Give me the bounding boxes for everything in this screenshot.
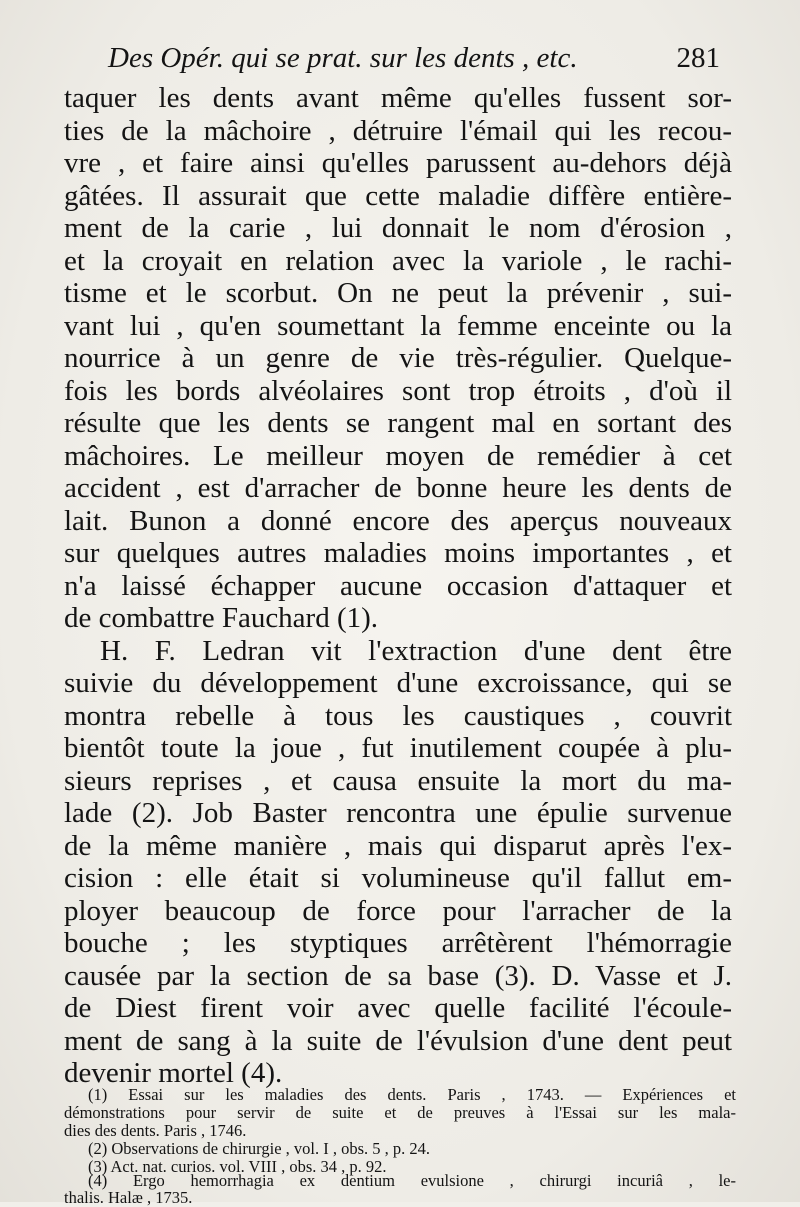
text-line: de la même manière , mais qui disparut après l'ex- <box>64 830 732 862</box>
page-number: 281 <box>676 42 720 74</box>
text-line: de combattre Fauchard (1). <box>64 602 379 634</box>
footnote-line: dies des dents. Paris , 1746. <box>64 1121 247 1140</box>
text-line: lade (2). Job Baster rencontra une épulie survenue <box>64 797 732 829</box>
footnote-line: thalis. Halæ , 1735. <box>64 1188 193 1207</box>
footnote-line: (2) Observations de chirurgie , vol. I , obs. 5 , p. 24. <box>88 1139 431 1158</box>
text-line: suivie du développement d'une excroissance, qui se <box>64 667 732 699</box>
text-line: montra rebelle à tous les caustiques , couvrit <box>64 700 732 732</box>
text-line: tisme et le scorbut. On ne peut la prévenir , sui- <box>64 277 732 309</box>
text-line: ployer beaucoup de force pour l'arracher de la <box>64 895 732 927</box>
text-line: fois les bords alvéolaires sont trop étroits , d'où il <box>64 375 732 407</box>
footnote-line: (1) Essai sur les maladies des dents. Paris , 1743. — Expériences et <box>88 1085 736 1104</box>
running-title: Des Opér. qui se prat. sur les dents , etc. <box>108 42 578 74</box>
text-line: nourrice à un genre de vie très-régulier. Quelque- <box>64 342 732 374</box>
text-line: n'a laissé échapper aucune occasion d'attaquer et <box>64 570 732 602</box>
footnote-line: (3) Act. nat. curios. vol. VIII , obs. 34 , p. 92. <box>88 1157 387 1176</box>
text-line: taquer les dents avant même qu'elles fussent sor- <box>64 82 732 114</box>
text-line: accident , est d'arracher de bonne heure les dents de <box>64 472 732 504</box>
text-line: gâtées. Il assurait que cette maladie diffère entière- <box>64 180 732 212</box>
text-line: sur quelques autres maladies moins importantes , et <box>64 537 732 569</box>
text-line: cision : elle était si volumineuse qu'il fallut em- <box>64 862 732 894</box>
footnote-line: (4) Ergo hemorrhagia ex dentium evulsione , chirurgi incuriâ , le- <box>88 1171 736 1190</box>
page-header <box>108 38 720 78</box>
text-line: sieurs reprises , et causa ensuite la mort du ma- <box>64 765 732 797</box>
footnote-line: démonstrations pour servir de suite et de preuves à l'Essai sur les mala- <box>64 1103 736 1122</box>
text-line: et la croyait en relation avec la variole , le rachi- <box>64 245 732 277</box>
text-line: de Diest firent voir avec quelle facilité l'écoule- <box>64 992 732 1024</box>
text-line: mâchoires. Le meilleur moyen de remédier à cet <box>64 440 732 472</box>
text-line: causée par la section de sa base (3). D. Vasse et J. <box>64 960 732 992</box>
text-line: ties de la mâchoire , détruire l'émail qui les recou- <box>64 115 732 147</box>
paragraph-first-line: H. F. Ledran vit l'extraction d'une dent être <box>100 635 732 667</box>
text-line: ment de sang à la suite de l'évulsion d'une dent peut <box>64 1025 732 1057</box>
text-line: ment de la carie , lui donnait le nom d'érosion , <box>64 212 732 244</box>
text-line: devenir mortel (4). <box>64 1057 283 1089</box>
text-line: lait. Bunon a donné encore des aperçus nouveaux <box>64 505 732 537</box>
text-line: résulte que les dents se rangent mal en sortant des <box>64 407 732 439</box>
text-line: vant lui , qu'en soumettant la femme enceinte ou la <box>64 310 732 342</box>
text-line: bientôt toute la joue , fut inutilement coupée à plu- <box>64 732 732 764</box>
text-line: bouche ; les styptiques arrêtèrent l'hémorragie <box>64 927 732 959</box>
text-line: vre , et faire ainsi qu'elles parussent au-dehors déjà <box>64 147 732 179</box>
